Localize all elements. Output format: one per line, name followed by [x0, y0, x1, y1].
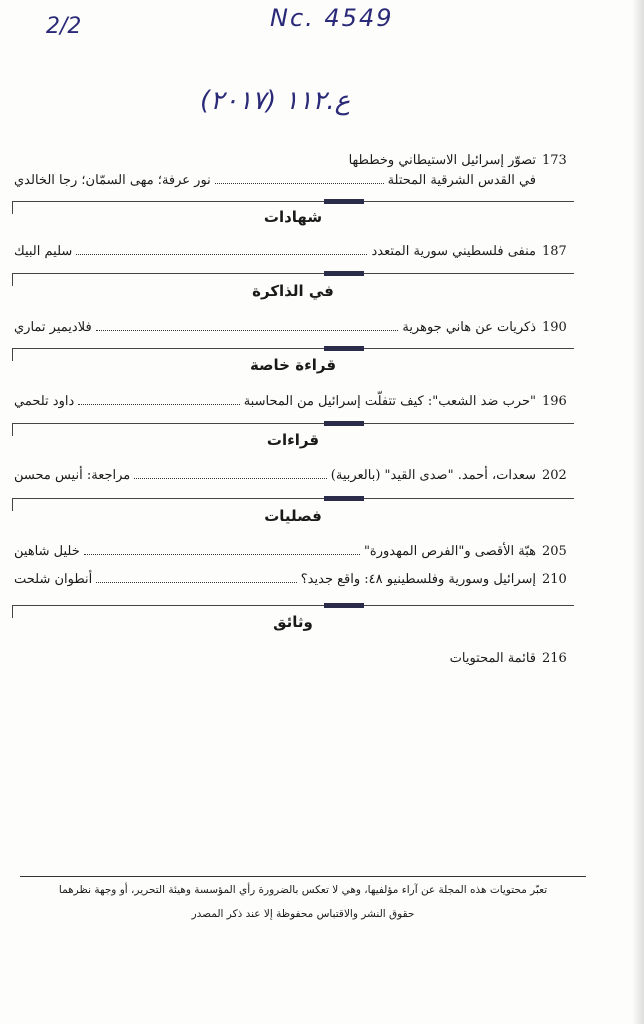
- section-heading-testimonies: شهادات: [263, 208, 323, 226]
- entry-author: خليل شاهين: [14, 544, 80, 559]
- entry-title: هبّة الأقصى و"الفرص المهدورة": [363, 544, 536, 559]
- entry-author: فلاديمير تماري: [14, 320, 92, 335]
- leader-dots: [78, 393, 239, 405]
- entry-author: نور عرفة؛ مهى السمّان؛ رجا الخالدي: [14, 173, 211, 188]
- entry-page-number: 210: [542, 572, 567, 587]
- entry-title-line1: تصوّر إسرائيل الاستيطاني وخططها: [348, 153, 536, 168]
- entry-author: مراجعة: أنيس محسن: [14, 468, 131, 483]
- leader-dots: [134, 467, 327, 479]
- entry-author: داود تلحمي: [14, 394, 75, 409]
- entry-page-number: 216: [542, 651, 567, 666]
- handwritten-issue-code: ع.١١٢ (٢٠١٧): [200, 86, 351, 116]
- entry-title: إسرائيل وسورية وفلسطينيو ٤٨: واقع جديد؟: [300, 572, 536, 587]
- entry-title-line2: في القدس الشرقية المحتلة: [387, 173, 536, 188]
- entry-title: سعدات، أحمد. "صدى القيد" (بالعربية): [330, 468, 536, 483]
- entry-title: قائمة المحتويات: [449, 651, 536, 666]
- section-heading-documents: وثائق: [273, 613, 313, 631]
- page-edge-shadow: [632, 0, 644, 1024]
- leader-dots: [76, 243, 367, 255]
- leader-dots: [215, 172, 384, 184]
- entry-page-number: 205: [542, 544, 567, 559]
- entry-title: "حرب ضد الشعب": كيف تتفلّت إسرائيل من المحاسبة: [243, 394, 536, 409]
- footer-copyright: حقوق النشر والاقتباس محفوظة إلا عند ذكر المصدر: [191, 908, 415, 920]
- footer-disclaimer: تعبّر محتويات هذه المجلة عن آراء مؤلفيها، وهي لا تعكس بالضرورة رأي المؤسسة وهيئة التحرير، أو وجهة نظرهما: [58, 884, 548, 896]
- section-heading-memory: في الذاكرة: [252, 282, 334, 300]
- entry-author: سليم البيك: [14, 244, 73, 259]
- section-heading-special-reading: قراءة خاصة: [249, 356, 337, 374]
- leader-dots: [96, 571, 297, 583]
- entry-title: منفى فلسطيني سورية المتعدد: [371, 244, 536, 259]
- handwritten-page-fraction: 2/2: [46, 14, 82, 39]
- entry-page-number: 187: [542, 244, 567, 259]
- entry-page-number: 190: [542, 320, 567, 335]
- entry-page-number: 196: [542, 394, 567, 409]
- entry-page-number: 202: [542, 468, 567, 483]
- entry-title: ذكريات عن هاني جوهرية: [402, 320, 536, 335]
- leader-dots: [96, 319, 399, 331]
- handwritten-reference-number: Nc. 4549: [270, 4, 394, 32]
- leader-dots: [84, 543, 360, 555]
- section-heading-chapters: فصليات: [264, 507, 322, 525]
- section-heading-readings: قراءات: [266, 431, 320, 449]
- footer-rule: [20, 876, 586, 877]
- entry-page-number: 173: [542, 153, 567, 168]
- entry-author: أنطوان شلحت: [14, 572, 93, 587]
